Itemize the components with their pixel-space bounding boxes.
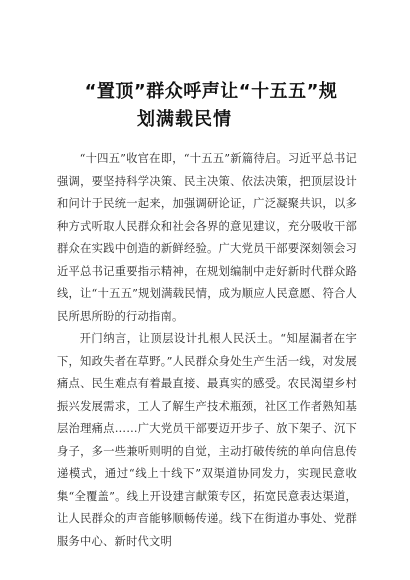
article-body <box>57 148 357 553</box>
article-title-line-2: 划满载民情 <box>137 109 232 130</box>
article-title <box>0 78 410 134</box>
body-paragraph-1: “十四五”收官在即，“十五五”新篇待启。习近平总书记强调，要坚持科学决策、民主决策、依法决策，把顶层设计和问计于民统一起来，加强调研论证，广泛凝聚共识，以多种方式听取人民群众和社会各界的意见建议，充分吸收干部群众在实践中创造的新鲜经验。广大党员干部要深刻领会习近平总书记重要指示精神，在规划编制中走好新时代群众路线，让“十五五”规划满载民情，成为顺应人民意愿、符合人民所思所盼的行动指南。 <box>57 152 357 323</box>
body-paragraph-2: 开门纳言，让顶层设计扎根人民沃土。“知屋漏者在宇下，知政失者在草野。”人民群众身处生产生活一线，对发展痛点、民生难点有着最直接、最真实的感受。农民渴望乡村振兴发展需求，工人了解生产技术瓶颈，社区工作者熟知基层治理痛点……广大党员干部要迈开步子、放下架子、沉下身子，多一些兼听则明的自觉，主动打破传统的单向信息传递模式，通过“线上十线下”双渠道协同发力，实现民意收集“全覆盖”。线上开设建言献策专区，拓宽民意表达渠道，让人民群众的声音能够顺畅传递。线下在街道办事处、党群服务中心、新时代文明 <box>57 332 357 548</box>
article-title-line-1: “置顶”群众呼声让“十五五”规 <box>84 81 338 102</box>
